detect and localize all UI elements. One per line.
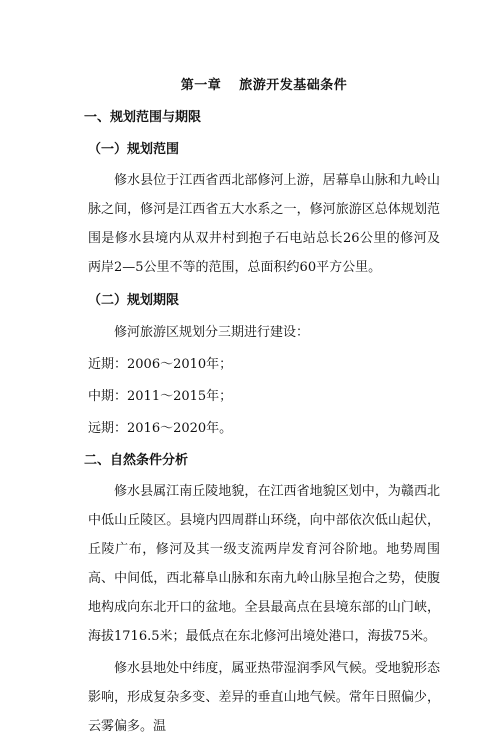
subsection-heading-period: （二）规划期限	[88, 293, 180, 308]
chapter-title	[88, 70, 440, 102]
period-near-term: 近期：2006～2010年；	[88, 357, 233, 372]
section-heading-scope: 一、规划范围与期限	[84, 110, 202, 125]
paragraph-period-intro: 修河旅游区规划分三期进行建设：	[114, 325, 310, 340]
chapter-name: 旅游开发基础条件	[239, 78, 348, 93]
paragraph-range: 修水县位于江西省西北部修河上游，居幕阜山脉和九岭山脉之间，修河是江西省五大水系之一，修河旅游区总体规划范围是修水县境内从双井村到抱子石电站总长26公里的修河及两岸2—5公里不等的范围，总面积约60平方公里。	[88, 173, 440, 275]
subsection-heading-range: （一）规划范围	[88, 142, 180, 157]
paragraph-landform: 修水县属江南丘陵地貌，在江西省地貌区划中，为赣西北中低山丘陵区。县境内四周群山环绕，向中部依次低山起伏，丘陵广布，修河及其一级支流两岸发育河谷阶地。地势周围高、中间低，西北幕阜山脉和东南九岭山脉呈抱合之势，使腹地构成向东北开口的盆地。全县最高点在县境东部的山门峡，海拔1716.5米；最低点在东北修河出境处港口，海拔75米。	[88, 484, 440, 644]
period-mid-term: 中期：2011～2015年；	[88, 389, 233, 404]
paragraph-climate: 修水县地处中纬度，属亚热带湿润季风气候。受地貌形态影响，形成复杂多变、差异的垂直山地气候。常年日照偏少，云雾偏多。温	[88, 661, 440, 734]
period-long-term: 远期：2016～2020年。	[88, 421, 233, 436]
chapter-number: 第一章	[180, 78, 222, 93]
section-heading-natural: 二、自然条件分析	[84, 453, 189, 468]
